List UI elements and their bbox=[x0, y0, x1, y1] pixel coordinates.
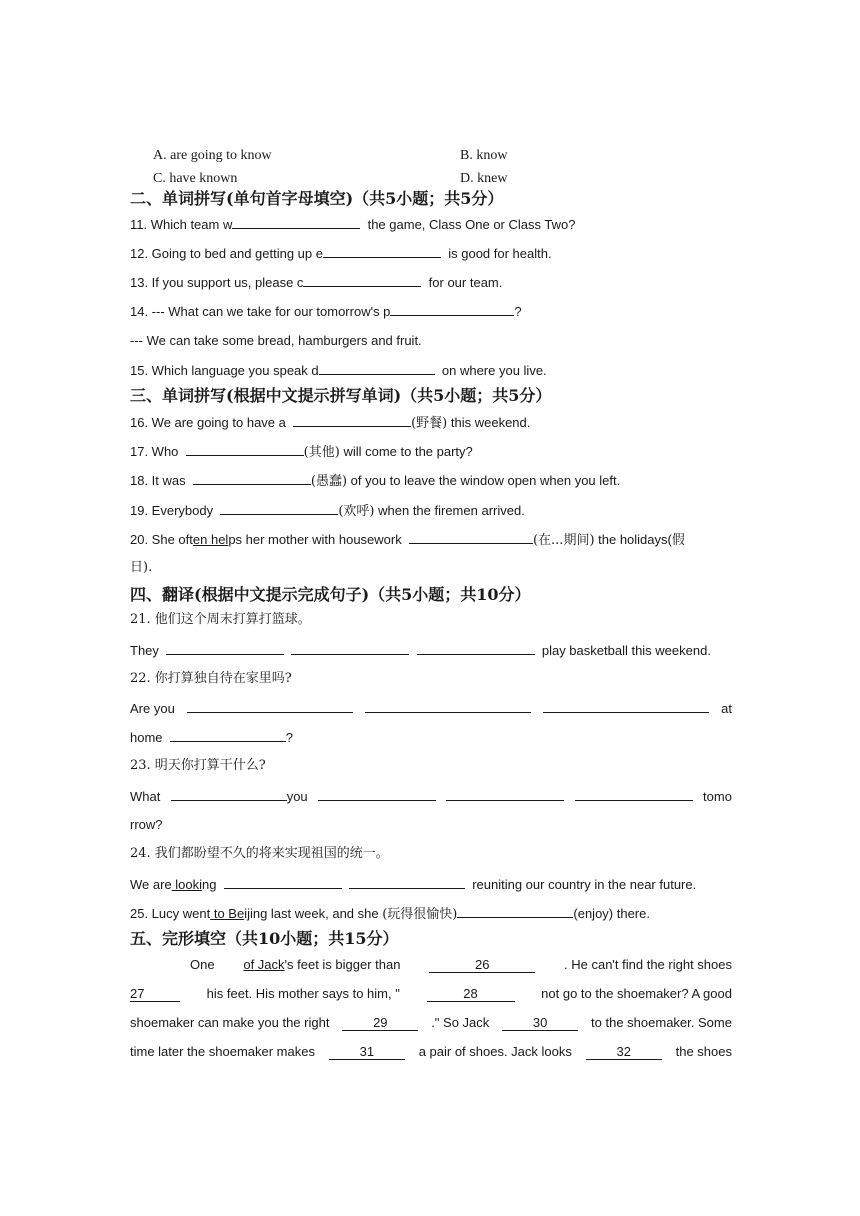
q20-text-b: en hel bbox=[192, 532, 229, 547]
q25-hint: (玩得很愉快) bbox=[382, 907, 458, 922]
q22-cont-tail: ? bbox=[285, 730, 293, 745]
cloze-line-4 bbox=[130, 1043, 732, 1061]
option-d: D. knew bbox=[460, 171, 508, 186]
q23-blank-4[interactable] bbox=[575, 787, 693, 801]
cloze-3-c: to the shoemaker. Some bbox=[591, 1015, 732, 1030]
q21-blank-2[interactable] bbox=[291, 641, 409, 655]
q24-blank-2[interactable] bbox=[349, 875, 465, 889]
section5-heading: 五、完形填空（共10小题；共15分） bbox=[130, 929, 399, 948]
q12-blank[interactable] bbox=[323, 244, 441, 258]
q20-blank[interactable] bbox=[409, 530, 533, 544]
q23-blank-3[interactable] bbox=[446, 787, 564, 801]
q24-text-c: ng bbox=[202, 877, 217, 892]
q23-mid: you bbox=[286, 789, 308, 804]
cloze-4-b: a pair of shoes. Jack looks bbox=[418, 1044, 572, 1059]
section4-heading: 四、翻译(根据中文提示完成句子)（共5小题；共10分） bbox=[130, 585, 531, 604]
question-25 bbox=[130, 904, 732, 924]
cloze-1-a: One bbox=[190, 957, 215, 972]
q15-text: 15. Which language you speak d bbox=[130, 363, 319, 378]
q20-text-a: 20. She oft bbox=[130, 532, 193, 547]
blank-31[interactable]: 31 bbox=[329, 1044, 405, 1060]
q21-blank-1[interactable] bbox=[166, 641, 284, 655]
q20-text-c: ps her mother with housework bbox=[228, 532, 402, 547]
q24-text-a: We are bbox=[130, 877, 172, 892]
q14-text: 14. --- What can we take for our tomorrow's p bbox=[130, 304, 391, 319]
q13-text: 13. If you support us, please c bbox=[130, 275, 304, 290]
q18-text: 18. It was bbox=[130, 473, 186, 488]
q13-tail: for our team. bbox=[428, 275, 503, 290]
cloze-3-b: ." So Jack bbox=[431, 1015, 490, 1030]
q21-blank-3[interactable] bbox=[417, 641, 535, 655]
cloze-line-3 bbox=[130, 1014, 732, 1032]
question-18 bbox=[130, 471, 732, 491]
question-12 bbox=[130, 244, 732, 263]
blank-29[interactable]: 29 bbox=[342, 1015, 418, 1031]
cloze-1-c: Jack bbox=[254, 957, 285, 972]
q14-blank[interactable] bbox=[390, 302, 514, 316]
q22-tail: at bbox=[721, 701, 732, 716]
q16-tail: this weekend. bbox=[450, 415, 531, 430]
blank-28[interactable]: 28 bbox=[427, 986, 515, 1002]
q19-tail: when the firemen arrived. bbox=[378, 503, 525, 518]
q21-text: They bbox=[130, 643, 159, 658]
cloze-1-e: . He can't find the right shoes bbox=[564, 957, 732, 972]
cloze-3-a: shoemaker can make you the right bbox=[130, 1015, 330, 1030]
q18-hint: (愚蠢) bbox=[310, 474, 348, 489]
cloze-line-2 bbox=[130, 985, 732, 1003]
q20-tail: the holidays(假 bbox=[598, 532, 685, 547]
blank-26[interactable]: 26 bbox=[429, 957, 535, 973]
q23-tail: tomo bbox=[703, 789, 732, 804]
q15-tail: on where you live. bbox=[441, 363, 547, 378]
cloze-2-b: not go to the shoemaker? A good bbox=[541, 986, 732, 1001]
cloze-line-1 bbox=[190, 956, 732, 974]
q22-blank-2[interactable] bbox=[365, 699, 531, 713]
q16-blank[interactable] bbox=[293, 413, 411, 427]
question-14 bbox=[130, 302, 732, 321]
q22-cont-text: home bbox=[130, 730, 163, 745]
q14-tail: ? bbox=[514, 304, 522, 319]
option-c: C. have known bbox=[153, 171, 238, 186]
question-23 bbox=[130, 787, 732, 806]
q23-text: What bbox=[130, 789, 161, 804]
q23-blank-2[interactable] bbox=[318, 787, 436, 801]
q25-text-c: ijing last week, and she bbox=[244, 906, 379, 921]
q22-text: Are you bbox=[130, 701, 175, 716]
q16-hint: (野餐) bbox=[411, 416, 448, 431]
section2-heading: 二、单词拼写(单句首字母填空)（共5小题；共5分） bbox=[130, 189, 504, 208]
q21-tail: play basketball this weekend. bbox=[541, 643, 711, 658]
q25-text-a: 25. Lucy went bbox=[130, 906, 211, 921]
q12-tail: is good for health. bbox=[448, 246, 552, 261]
q17-hint: (其他) bbox=[303, 445, 340, 460]
blank-32[interactable]: 32 bbox=[586, 1044, 662, 1060]
question-22-zh: 22. 你打算独自待在家里吗? bbox=[130, 671, 292, 686]
question-14-answer: --- We can take some bread, hamburgers and fruit. bbox=[130, 333, 422, 348]
q20-hint: (在...期间) bbox=[532, 533, 595, 548]
question-21-zh: 21. 他们这个周末打算打篮球。 bbox=[130, 612, 311, 627]
cloze-1-d: 's feet is bigger than bbox=[284, 957, 401, 972]
question-24 bbox=[130, 875, 732, 894]
q24-tail: reuniting our country in the near future. bbox=[472, 877, 697, 892]
question-15 bbox=[130, 361, 732, 380]
q11-text: 11. Which team w bbox=[130, 217, 233, 232]
q18-blank[interactable] bbox=[193, 471, 311, 485]
blank-30[interactable]: 30 bbox=[502, 1015, 578, 1031]
q22-blank-1[interactable] bbox=[187, 699, 353, 713]
option-a: A. are going to know bbox=[153, 148, 272, 163]
question-23-zh: 23. 明天你打算干什么? bbox=[130, 758, 266, 773]
q23-blank-1[interactable] bbox=[171, 787, 287, 801]
question-20-cont: 日). bbox=[130, 560, 153, 575]
q25-text-b: to Be bbox=[210, 906, 245, 921]
q18-tail: of you to leave the window open when you left. bbox=[350, 473, 621, 488]
question-24-zh: 24. 我们都盼望不久的将来实现祖国的统一。 bbox=[130, 846, 389, 861]
q25-blank[interactable] bbox=[457, 904, 573, 918]
q25-tail: (enjoy) there. bbox=[573, 906, 650, 921]
question-22-cont bbox=[130, 728, 732, 747]
q11-blank[interactable] bbox=[232, 215, 360, 229]
q19-blank[interactable] bbox=[220, 501, 338, 515]
q13-blank[interactable] bbox=[303, 273, 421, 287]
q22-blank-4[interactable] bbox=[170, 728, 286, 742]
cloze-2-a: his feet. His mother says to him, " bbox=[206, 986, 400, 1001]
section3-heading: 三、单词拼写(根据中文提示拼写单词)（共5小题；共5分） bbox=[130, 386, 552, 405]
q16-text: 16. We are going to have a bbox=[130, 415, 286, 430]
q24-text-b: looki bbox=[171, 877, 203, 892]
cloze-4-a: time later the shoemaker makes bbox=[130, 1044, 315, 1059]
q19-text: 19. Everybody bbox=[130, 503, 214, 518]
cloze-4-c: the shoes bbox=[675, 1044, 732, 1059]
question-16 bbox=[130, 413, 732, 433]
question-21 bbox=[130, 641, 732, 660]
q11-tail: the game, Class One or Class Two? bbox=[367, 217, 576, 232]
q12-text: 12. Going to bed and getting up e bbox=[130, 246, 323, 261]
q22-blank-3[interactable] bbox=[543, 699, 709, 713]
question-11 bbox=[130, 215, 732, 234]
question-19 bbox=[130, 501, 732, 521]
question-17 bbox=[130, 442, 732, 462]
option-b: B. know bbox=[460, 148, 508, 163]
question-13 bbox=[130, 273, 732, 292]
q17-blank[interactable] bbox=[186, 442, 304, 456]
question-23-cont: rrow? bbox=[130, 817, 163, 832]
question-20 bbox=[130, 530, 732, 550]
q24-blank-1[interactable] bbox=[224, 875, 342, 889]
q19-hint: (欢呼) bbox=[338, 504, 375, 519]
q17-text: 17. Who bbox=[130, 444, 179, 459]
blank-27[interactable]: 27 bbox=[130, 986, 180, 1002]
q15-blank[interactable] bbox=[319, 361, 435, 375]
question-22 bbox=[130, 699, 732, 718]
q17-tail: will come to the party? bbox=[343, 444, 473, 459]
cloze-1-b: of bbox=[243, 957, 255, 972]
